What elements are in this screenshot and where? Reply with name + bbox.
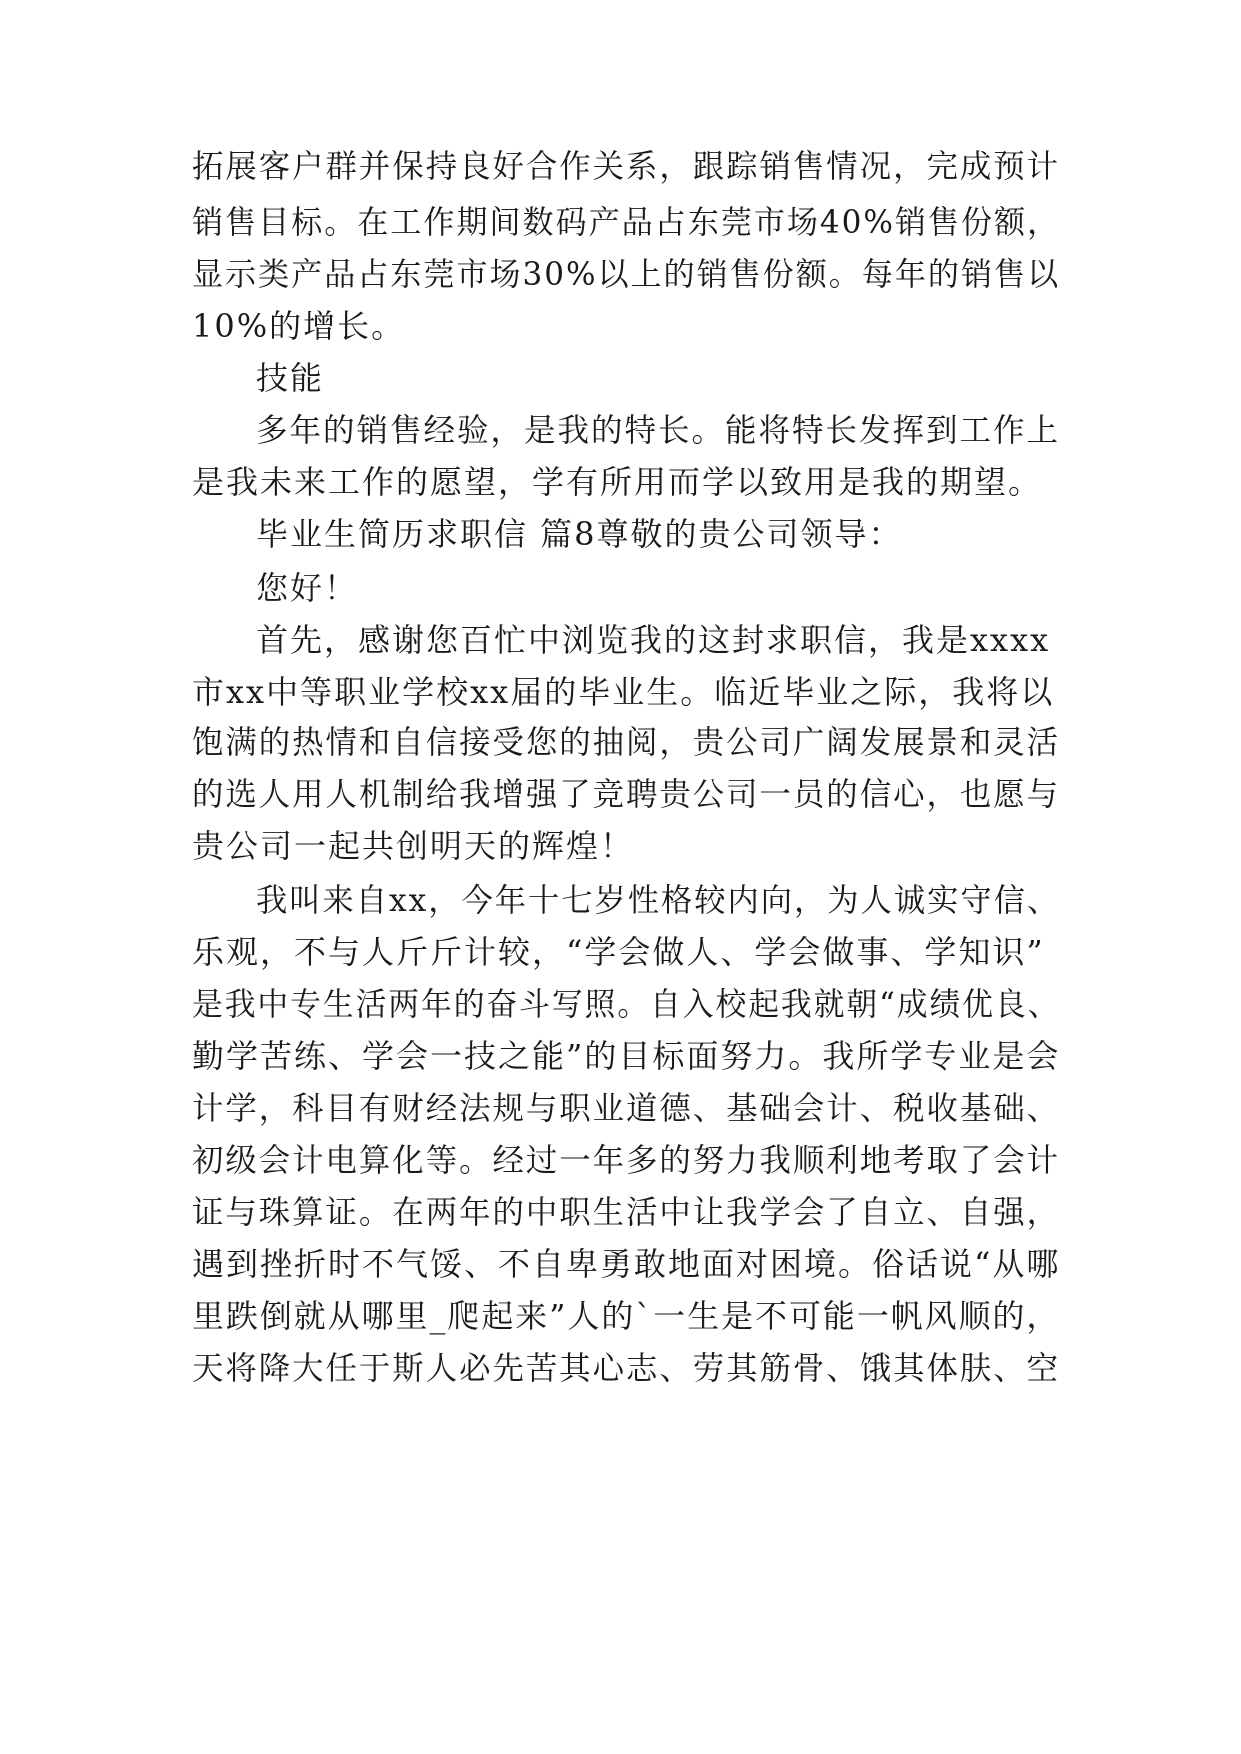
text-line: 拓展客户群并保持良好合作关系，跟踪销售情况，完成预计 <box>192 147 1061 185</box>
text-line: 我叫来自xx，今年十七岁性格较内向，为人诚实守信、 <box>256 881 1061 919</box>
text-line: 乐观，不与人斤斤计较，“学会做人、学会做事、学知识” <box>192 933 1045 971</box>
text-line: 市xx中等职业学校xx届的毕业生。临近毕业之际，我将以 <box>192 673 1055 711</box>
text-line: 天将降大任于斯人必先苦其心志、劳其筋骨、饿其体肤、空 <box>192 1349 1061 1387</box>
text-line: 销售目标。在工作期间数码产品占东莞市场40%销售份额， <box>192 203 1061 241</box>
text-line: 是我中专生活两年的奋斗写照。自入校起我就朝“成绩优良、 <box>192 985 1061 1023</box>
section-heading: 技能 <box>256 359 325 397</box>
section-heading: 毕业生简历求职信 篇8尊敬的贵公司领导： <box>256 515 903 553</box>
text-line: 证与珠算证。在两年的中职生活中让我学会了自立、自强， <box>192 1193 1061 1231</box>
text-line: 里跌倒就从哪里_爬起来”人的`一生是不可能一帆风顺的， <box>192 1297 1061 1335</box>
text-line: 是我未来工作的愿望，学有所用而学以致用是我的期望。 <box>192 463 1043 501</box>
greeting: 您好！ <box>256 569 359 607</box>
text-line: 初级会计电算化等。经过一年多的努力我顺利地考取了会计 <box>192 1141 1061 1179</box>
text-line: 10%的增长。 <box>192 307 406 345</box>
text-line: 显示类产品占东莞市场30%以上的销售份额。每年的销售以 <box>192 255 1061 293</box>
text-line: 贵公司一起共创明天的辉煌！ <box>192 827 635 865</box>
text-line: 的选人用人机制给我增强了竞聘贵公司一员的信心，也愿与 <box>192 775 1061 813</box>
text-line: 遇到挫折时不气馁、不自卑勇敢地面对困境。俗话说“从哪 <box>192 1245 1061 1283</box>
text-line: 饱满的热情和自信接受您的抽阅，贵公司广阔发展景和灵活 <box>192 723 1061 761</box>
text-line: 计学，科目有财经法规与职业道德、基础会计、税收基础、 <box>192 1089 1061 1127</box>
text-line: 首先，感谢您百忙中浏览我的这封求职信，我是xxxx <box>256 621 1051 659</box>
text-line: 多年的销售经验，是我的特长。能将特长发挥到工作上 <box>256 411 1061 449</box>
text-line: 勤学苦练、学会一技之能”的目标面努力。我所学专业是会 <box>192 1037 1061 1075</box>
